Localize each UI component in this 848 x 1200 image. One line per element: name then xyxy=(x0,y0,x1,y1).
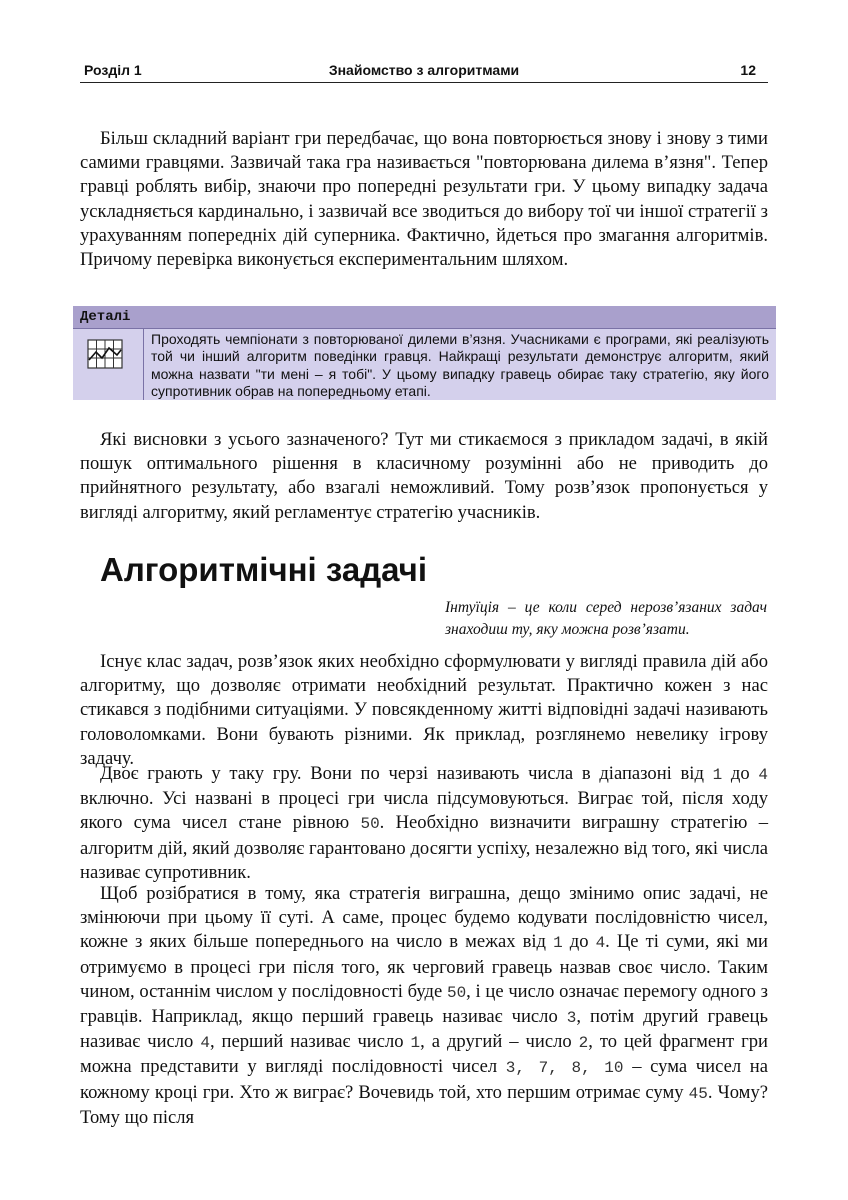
inline-number-sequence: 3, 7, 8, 10 xyxy=(505,1059,624,1078)
chart-grid-icon xyxy=(87,339,123,369)
paragraph-game-rules: Двоє грають у таку гру. Вони по черзі називають числа в діапазоні від 1 до 4 включно. Усі названі в процесі гри числа підсумовуються. Виграє той, після ходу якого сума чисел стане рівною 50. Необхідно визначити виграшну стратегію – алгоритм дій, який дозволяє гарантовано досягти успіху, незалежно від того, які числа називає супротивник. xyxy=(80,763,768,883)
epigraph: Інтуїція – це коли серед нерозв’язаних задач знаходиш ту, яку можна розв’язати. xyxy=(445,599,767,638)
inline-number: 1 xyxy=(712,766,723,784)
chapter-label: Розділ 1 xyxy=(84,62,142,78)
inline-number: 2 xyxy=(578,1034,589,1053)
page-number: 12 xyxy=(740,62,756,78)
inline-number: 50 xyxy=(360,815,380,834)
details-icon-divider xyxy=(143,328,144,400)
inline-number: 4 xyxy=(595,934,606,953)
inline-number: 4 xyxy=(758,766,768,784)
inline-number: 45 xyxy=(688,1084,708,1103)
details-text: Проходять чемпіонати з повторюваної дилеми в’язня. Учасниками є програми, які реалізують той чи інший алгоритм поведінки гравця. Найкращі результати демонструє алгоритм, який можна назвати "ти мені – я тобі". У цьому випадку гравець обирає таку стратегію, яку його супротивник обрав на попередньому етапі. xyxy=(151,331,769,399)
details-label: Деталі xyxy=(73,306,776,328)
details-box xyxy=(73,306,776,400)
details-divider xyxy=(73,328,776,329)
header-divider xyxy=(80,82,768,83)
inline-number: 1 xyxy=(410,1034,421,1053)
inline-number: 1 xyxy=(553,934,563,953)
paragraph-task-class: Існує клас задач, розв’язок яких необхідно сформулювати у вигляді правила дій або алгоритму, що дозволяє отримати необхідний результат. Практично кожен з нас стикався з подібними ситуаціями. У повсякденному житті відповідні задачі називають головоломками. Вони бувають різними. Як приклад, розглянемо невелику ігрову задачу. xyxy=(80,651,768,769)
paragraph-conclusion: Які висновки з усього зазначеного? Тут ми стикаємося з прикладом задачі, в якій пошук оптимального рішення в класичному розумінні або не приводить до прийнятного результату, або взагалі неможливий. Тому розв’язок пропонується у вигляді алгоритму, який регламентує стратегію учасників. xyxy=(80,429,768,523)
inline-number: 50 xyxy=(446,983,467,1002)
inline-number: 3 xyxy=(566,1009,577,1028)
paragraph-intro: Більш складний варіант гри передбачає, що вона повторюється знову і знову з тими самими гравцями. Зазвичай така гра називається "повторювана дилема в’язня". Тепер гравці роблять вибір, знаючи про попередні результати гри. У цьому випадку задача ускладняється кардинально, і зазвичай все зводиться до вибору тої чи іншої стратегії з урахуванням попередніх дій суперника. Фактично, йдеться про змагання алгоритмів. Причому перевірка виконується експериментальним шляхом. xyxy=(80,128,768,271)
inline-number: 4 xyxy=(200,1034,210,1053)
section-title: Алгоритмічні задачі xyxy=(100,551,428,588)
header-title: Знайомство з алгоритмами xyxy=(328,62,520,78)
paragraph-strategy: Щоб розібратися в тому, яка стратегія виграшна, дещо змінимо опис задачі, не змінюючи при цьому її суті. А саме, процес будемо кодувати послідовністю чисел, кожне з яких більше попереднього на число в межах від 1 до 4. Це ті суми, які ми отримуємо в процесі гри після того, як черговий гравець назвав своє число. Таким чином, останнім числом у послідовності буде 50, і це число означає перемогу одного з гравців. Наприклад, якщо перший гравець називає число 3, потім другий гравець називає число 4, перший називає число 1, а другий – число 2, то цей фрагмент гри можна представити у вигляді послідовності чисел 3, 7, 8, 10 – сума чисел на кожному кроці гри. Хто ж виграє? Вочевидь той, хто першим отримає суму 45. Чому? Тому що після xyxy=(80,883,769,1128)
page-header xyxy=(80,60,768,82)
